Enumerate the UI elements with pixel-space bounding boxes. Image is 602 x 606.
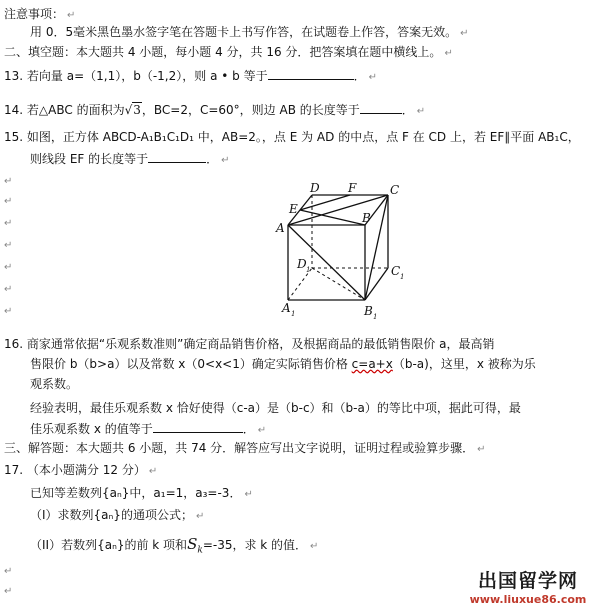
question-16-line3: 观系数。: [30, 377, 79, 391]
answer-section-title: 三、解答题：本大题共 6 小题，共 74 分．解答应写出文字说明，证明过程或验算步骤． ↵: [4, 441, 486, 455]
label-D: D: [310, 182, 320, 195]
sqrt-expression: √3: [124, 103, 141, 117]
return-mark: ↵: [4, 306, 13, 317]
label-C1: C: [391, 264, 401, 278]
label-B: B: [362, 211, 371, 225]
fill-section-title: 二、填空题：本大题共 4 小题，每小题 4 分，共 16 分．把答案填在题中横线上。 ↵: [4, 45, 453, 59]
label-D1-sub: 1: [306, 266, 311, 274]
answer-blank-15: [148, 150, 206, 163]
return-mark: ↵: [4, 284, 13, 295]
question-14: 14. 若△ABC 的面积为√3，BC=2，C=60°，则边 AB 的长度等于 ． ↵: [4, 103, 426, 117]
label-F: F: [348, 182, 357, 195]
watermark-url: www.liuxue86.com: [469, 593, 587, 606]
question-15-line1: 15. 如图，正方体 ABCD-A₁B₁C₁D₁ 中，AB=2。，点 E 为 AD 的中点，点 F 在 CD 上，若 EF∥平面 AB₁C，: [4, 130, 580, 144]
label-B1: B: [364, 304, 373, 318]
return-mark: ↵: [4, 176, 13, 187]
return-mark: ↵: [4, 566, 13, 577]
question-15-line2: 则线段 EF 的长度等于 ． ↵: [30, 152, 230, 166]
label-D1: D: [297, 257, 307, 271]
label-A: A: [276, 221, 285, 235]
notice-item: 用 0．5毫米黑色墨水签字笔在答题卡上书写作答，在试题卷上作答，答案无效。 ↵: [30, 25, 469, 39]
question-13: 13. 若向量 a=（1,1），b（-1,2），则 a • b 等于 ． ↵: [4, 69, 377, 83]
label-C: C: [390, 183, 400, 197]
label-C1-sub: 1: [400, 273, 405, 281]
label-B1-sub: 1: [373, 313, 378, 321]
answer-blank-16: [153, 420, 243, 433]
question-17-part1: （I）求数列{aₙ}的通项公式； ↵: [30, 508, 205, 522]
label-A1: A: [282, 301, 291, 315]
question-16-line5: 佳乐观系数 x 的值等于 ． ↵: [30, 422, 267, 436]
question-16-line4: 经验表明，最佳乐观系数 x 恰好使得（c-a）是（b-c）和（b-a）的等比中项，据此可得，最: [30, 401, 521, 415]
return-mark: ↵: [4, 240, 13, 251]
label-A1-sub: 1: [291, 310, 296, 318]
question-16-line1: 16. 商家通常依据“乐观系数准则”确定商品销售价格，及根据商品的最低销售限价 a，最高销: [4, 337, 495, 351]
return-mark: ↵: [4, 196, 13, 207]
question-17-part2: （II）若数列{aₙ}的前 k 项和$S_k=-35$，求 k 的值． ↵: [30, 535, 319, 556]
return-mark: ↵: [4, 218, 13, 229]
question-17-head: 17. （本小题满分 12 分） ↵: [4, 463, 158, 477]
cube-figure: [270, 182, 420, 322]
answer-blank-14: [360, 101, 402, 114]
return-mark: ↵: [4, 586, 13, 597]
question-16-line2: 售限价 b（b>a）以及常数 x（0<x<1）确定实际销售价格 c=a+x（b-a)，这里，x 被称为乐: [30, 357, 536, 371]
notice-title: 注意事项： ↵: [4, 7, 76, 21]
question-17-given: 已知等差数列{aₙ}中，a₁=1，a₃=-3． ↵: [30, 486, 253, 500]
return-mark: ↵: [4, 262, 13, 273]
watermark-title: 出国留学网: [477, 570, 578, 592]
answer-blank-13: [268, 67, 354, 80]
label-E: E: [289, 202, 298, 216]
watermark: [458, 566, 598, 606]
